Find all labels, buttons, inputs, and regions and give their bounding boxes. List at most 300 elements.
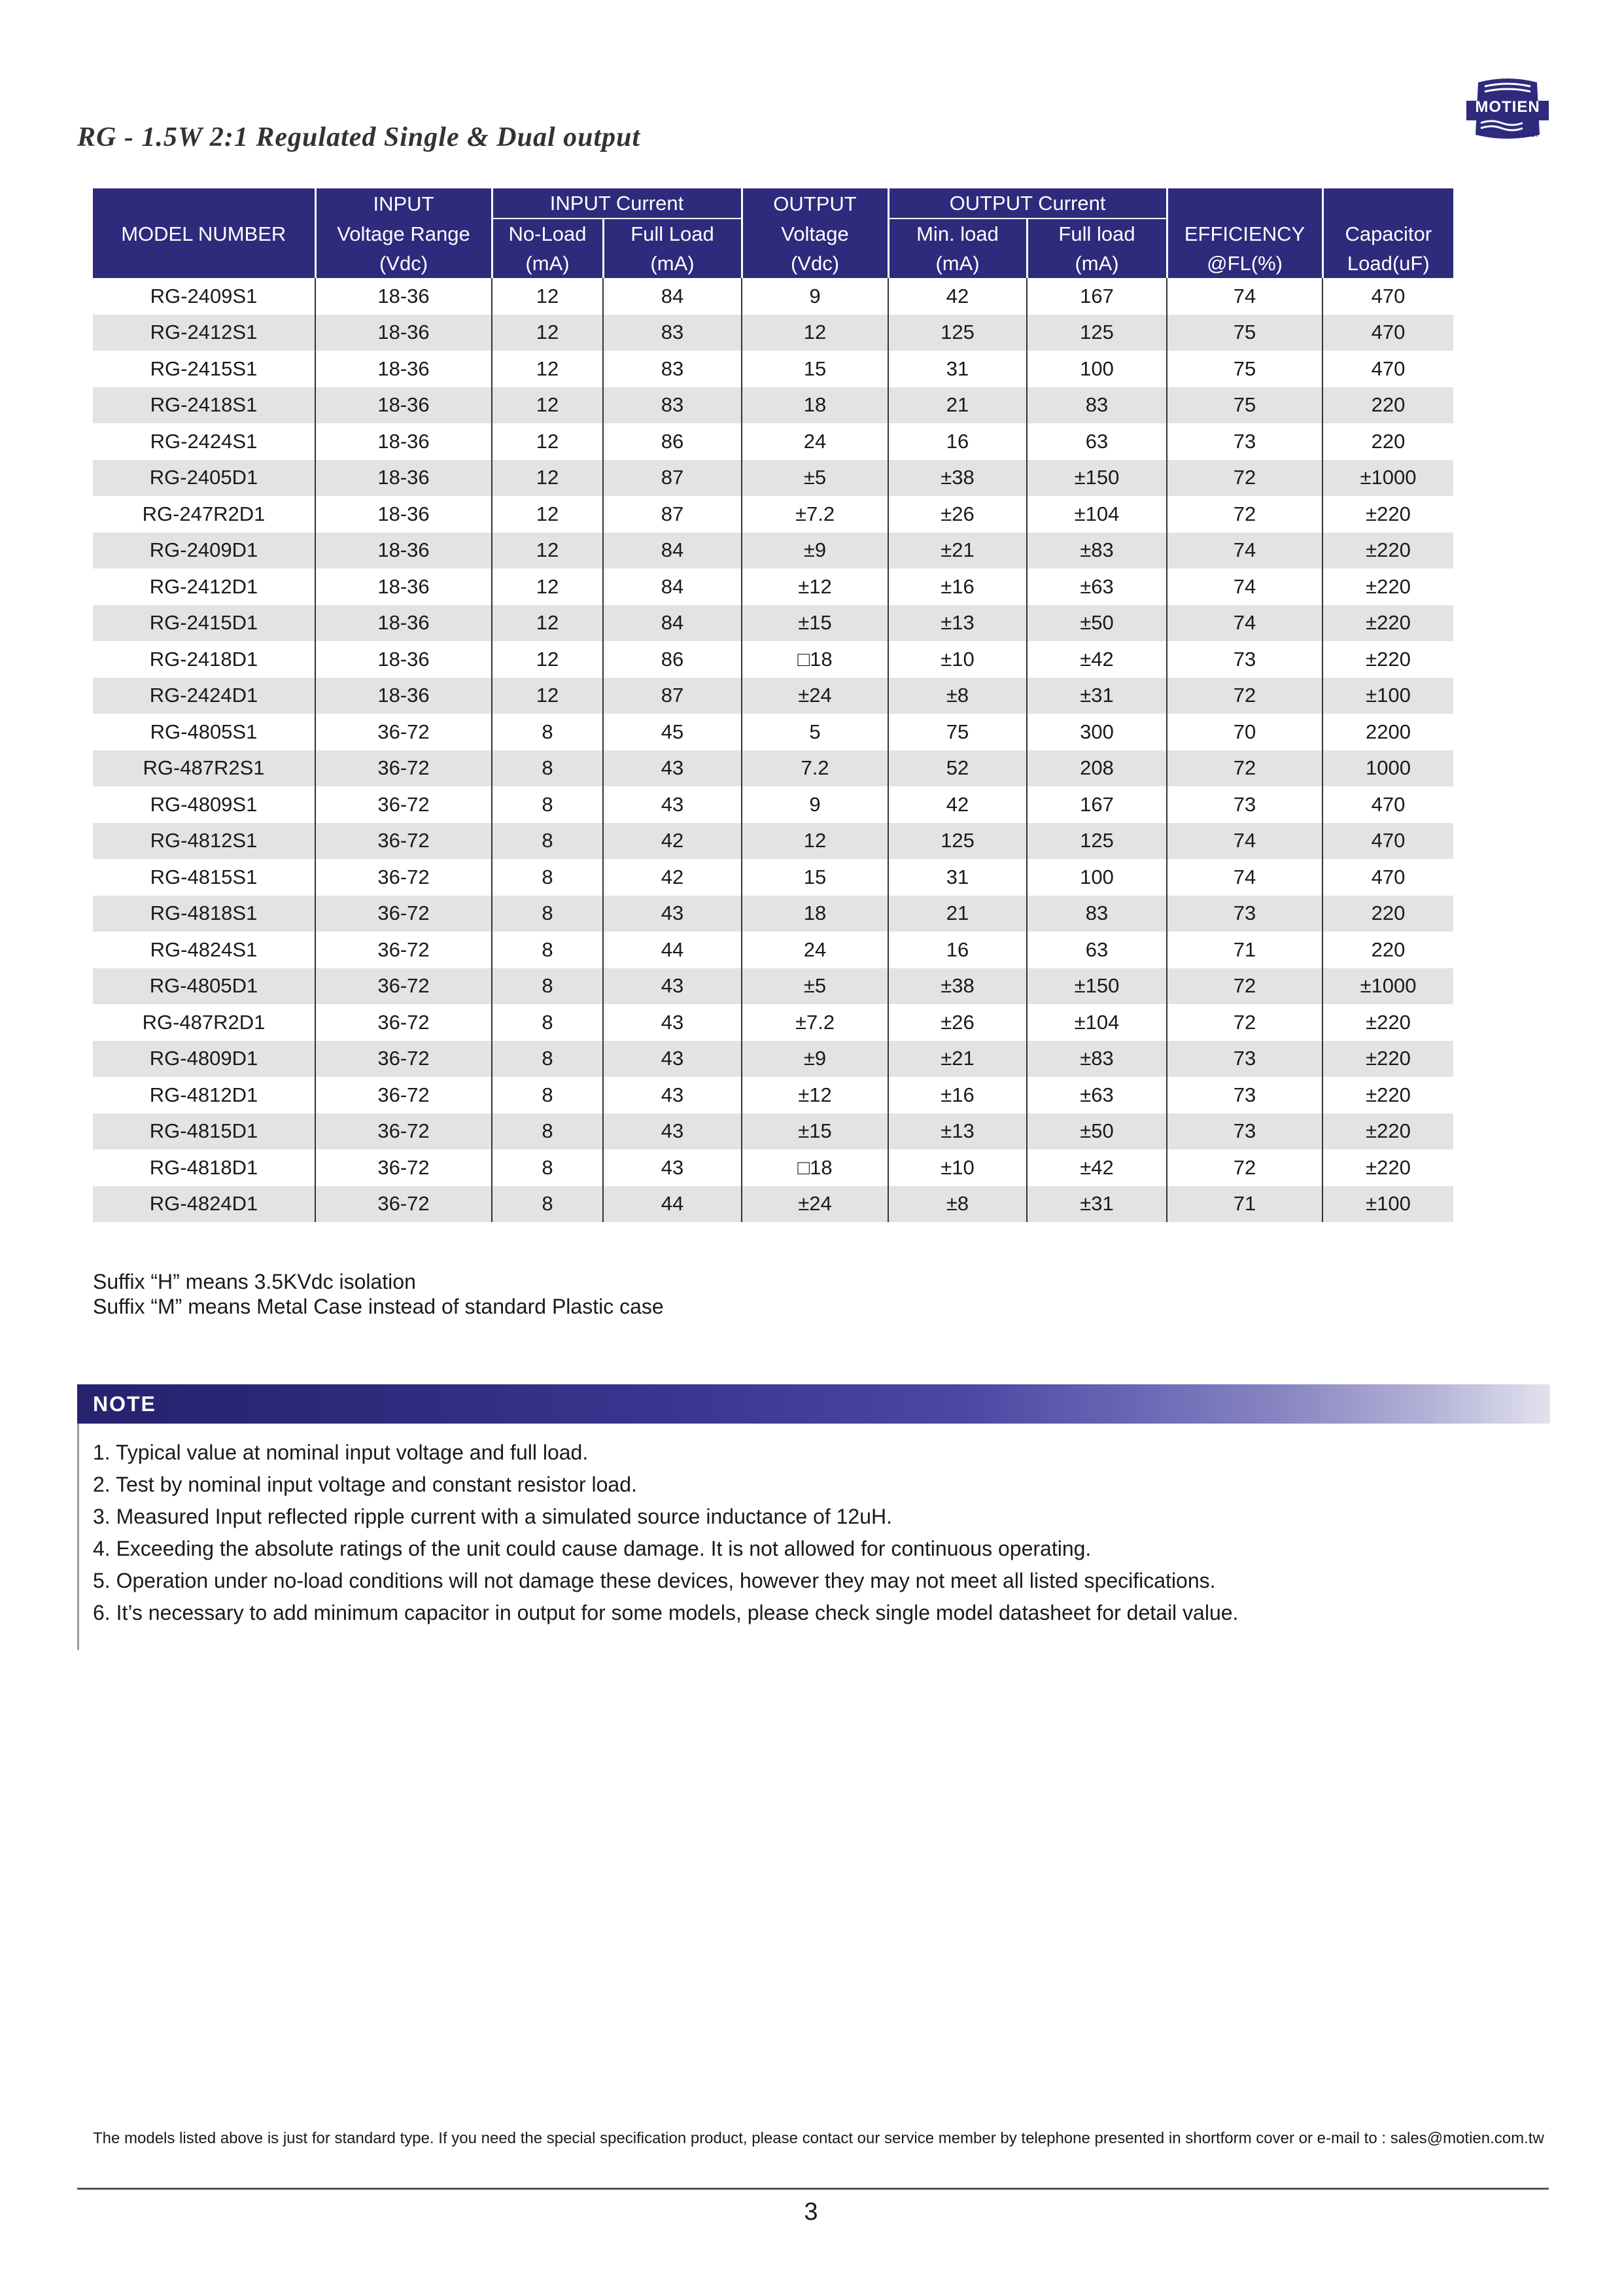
page-number: 3	[804, 2198, 818, 2226]
min-load-cell: ±26	[888, 1004, 1027, 1041]
full-load-cell: 87	[603, 678, 742, 714]
note-label: NOTE	[93, 1392, 156, 1416]
output-voltage-cell: 15	[742, 351, 888, 387]
full-load-out-cell: 125	[1027, 823, 1167, 860]
output-voltage-cell: □18	[742, 641, 888, 678]
efficiency-cell: 73	[1167, 786, 1322, 823]
output-voltage-cell: ±15	[742, 605, 888, 642]
min-load-cell: ±21	[888, 1041, 1027, 1077]
full-load-out-cell: 100	[1027, 859, 1167, 896]
capacitor-cell: 470	[1322, 315, 1453, 351]
min-load-cell: ±38	[888, 460, 1027, 497]
footer-text: The models listed above is just for standard type. If you need the special specification product, please contact our service member by telephone presented in shortform cover or e-mail to : sales@motien.com.tw	[93, 2129, 1544, 2147]
min-load-cell: 75	[888, 714, 1027, 750]
no-load-cell: 8	[492, 823, 603, 860]
voltage-range-cell: 18-36	[315, 315, 492, 351]
full-load-out-cell: ±42	[1027, 1149, 1167, 1186]
header-capacitor: Capacitor	[1322, 219, 1453, 249]
min-load-cell: ±13	[888, 1113, 1027, 1150]
min-load-cell: ±21	[888, 533, 1027, 569]
full-load-cell: 87	[603, 496, 742, 533]
voltage-range-cell: 18-36	[315, 678, 492, 714]
table-row	[93, 1186, 1453, 1223]
header-model-number: MODEL NUMBER	[93, 219, 315, 249]
header-input: INPUT	[315, 188, 492, 219]
model-cell: RG-2412D1	[93, 569, 315, 605]
model-cell: RG-4815D1	[93, 1113, 315, 1150]
efficiency-cell: 72	[1167, 460, 1322, 497]
efficiency-cell: 75	[1167, 315, 1322, 351]
efficiency-cell: 72	[1167, 678, 1322, 714]
capacitor-cell: ±220	[1322, 1149, 1453, 1186]
full-load-cell: 42	[603, 859, 742, 896]
full-load-cell: 43	[603, 1149, 742, 1186]
capacitor-cell: 470	[1322, 859, 1453, 896]
model-cell: RG-487R2S1	[93, 750, 315, 787]
full-load-cell: 42	[603, 823, 742, 860]
voltage-range-cell: 36-72	[315, 714, 492, 750]
model-cell: RG-4805D1	[93, 968, 315, 1005]
output-voltage-cell: 12	[742, 823, 888, 860]
model-cell: RG-2424D1	[93, 678, 315, 714]
efficiency-cell: 70	[1167, 714, 1322, 750]
model-cell: RG-4824D1	[93, 1186, 315, 1223]
full-load-cell: 44	[603, 1186, 742, 1223]
no-load-cell: 12	[492, 351, 603, 387]
no-load-cell: 12	[492, 641, 603, 678]
no-load-cell: 12	[492, 278, 603, 315]
model-cell: RG-4824S1	[93, 932, 315, 968]
full-load-out-cell: ±104	[1027, 496, 1167, 533]
header-unit-ma: (mA)	[492, 249, 603, 278]
suffix-note-h: Suffix “H” means 3.5KVdc isolation	[93, 1270, 416, 1293]
no-load-cell: 8	[492, 1149, 603, 1186]
output-voltage-cell: 9	[742, 278, 888, 315]
header-no-load: No-Load	[492, 219, 603, 249]
header-voltage-range: Voltage Range	[315, 219, 492, 249]
efficiency-cell: 72	[1167, 1004, 1322, 1041]
model-cell: RG-2424S1	[93, 423, 315, 460]
output-voltage-cell: 12	[742, 315, 888, 351]
full-load-out-cell: ±42	[1027, 641, 1167, 678]
table-header-row	[93, 249, 1453, 278]
note-item: 4. Exceeding the absolute ratings of the unit could cause damage. It is not allowed for continuous operating.	[93, 1537, 1092, 1560]
min-load-cell: 125	[888, 823, 1027, 860]
header-unit-capacitor: Load(uF)	[1322, 249, 1453, 278]
table-row	[93, 823, 1453, 860]
table-row	[93, 1004, 1453, 1041]
min-load-cell: 16	[888, 423, 1027, 460]
table-header-row	[93, 219, 1453, 249]
no-load-cell: 12	[492, 678, 603, 714]
voltage-range-cell: 36-72	[315, 1077, 492, 1113]
min-load-cell: 42	[888, 786, 1027, 823]
output-voltage-cell: ±7.2	[742, 1004, 888, 1041]
page-title: RG - 1.5W 2:1 Regulated Single & Dual output	[77, 122, 641, 152]
efficiency-cell: 74	[1167, 533, 1322, 569]
note-item: 6. It’s necessary to add minimum capacitor in output for some models, please check single model datasheet for detail value.	[93, 1601, 1239, 1624]
capacitor-cell: 470	[1322, 351, 1453, 387]
model-cell: RG-2409D1	[93, 533, 315, 569]
output-voltage-cell: ±5	[742, 460, 888, 497]
output-voltage-cell: ±5	[742, 968, 888, 1005]
capacitor-cell: ±220	[1322, 605, 1453, 642]
note-list	[93, 1437, 1545, 1629]
output-voltage-cell: ±12	[742, 1077, 888, 1113]
capacitor-cell: 470	[1322, 278, 1453, 315]
min-load-cell: 125	[888, 315, 1027, 351]
full-load-out-cell: 125	[1027, 315, 1167, 351]
model-cell: RG-2409S1	[93, 278, 315, 315]
capacitor-cell: 220	[1322, 896, 1453, 932]
efficiency-cell: 72	[1167, 750, 1322, 787]
full-load-cell: 86	[603, 423, 742, 460]
efficiency-cell: 75	[1167, 387, 1322, 424]
model-cell: RG-4812D1	[93, 1077, 315, 1113]
model-cell: RG-4805S1	[93, 714, 315, 750]
capacitor-cell: 1000	[1322, 750, 1453, 787]
full-load-out-cell: ±31	[1027, 678, 1167, 714]
min-load-cell: 21	[888, 896, 1027, 932]
full-load-cell: 43	[603, 1113, 742, 1150]
capacitor-cell: ±220	[1322, 1113, 1453, 1150]
table-row	[93, 315, 1453, 351]
full-load-out-cell: 63	[1027, 932, 1167, 968]
min-load-cell: 42	[888, 278, 1027, 315]
motien-logo	[1465, 77, 1550, 149]
efficiency-cell: 71	[1167, 932, 1322, 968]
output-voltage-cell: ±7.2	[742, 496, 888, 533]
no-load-cell: 8	[492, 932, 603, 968]
table-row	[93, 351, 1453, 387]
voltage-range-cell: 18-36	[315, 460, 492, 497]
full-load-cell: 83	[603, 351, 742, 387]
full-load-cell: 84	[603, 533, 742, 569]
header-efficiency: EFFICIENCY	[1167, 219, 1322, 249]
full-load-out-cell: ±63	[1027, 1077, 1167, 1113]
output-voltage-cell: 9	[742, 786, 888, 823]
table-row	[93, 932, 1453, 968]
full-load-cell: 43	[603, 1077, 742, 1113]
min-load-cell: ±26	[888, 496, 1027, 533]
table-row	[93, 786, 1453, 823]
model-cell: RG-2415D1	[93, 605, 315, 642]
note-divider	[77, 1424, 79, 1650]
output-voltage-cell: □18	[742, 1149, 888, 1186]
output-voltage-cell: 24	[742, 932, 888, 968]
full-load-out-cell: ±83	[1027, 1041, 1167, 1077]
note-item: 3. Measured Input reflected ripple current with a simulated source inductance of 12uH.	[93, 1505, 892, 1528]
output-voltage-cell: 15	[742, 859, 888, 896]
voltage-range-cell: 18-36	[315, 569, 492, 605]
voltage-range-cell: 36-72	[315, 1186, 492, 1223]
full-load-out-cell: 167	[1027, 786, 1167, 823]
header-blank-model-unit	[93, 249, 315, 278]
full-load-cell: 44	[603, 932, 742, 968]
output-voltage-cell: ±9	[742, 1041, 888, 1077]
voltage-range-cell: 18-36	[315, 496, 492, 533]
note-item: 1. Typical value at nominal input voltage and full load.	[93, 1441, 589, 1464]
table-row	[93, 278, 1453, 315]
full-load-out-cell: ±50	[1027, 1113, 1167, 1150]
logo-subtext: TECHNOLOGY	[1502, 132, 1539, 138]
min-load-cell: ±16	[888, 1077, 1027, 1113]
min-load-cell: ±10	[888, 1149, 1027, 1186]
table-row	[93, 1113, 1453, 1150]
model-cell: RG-4812S1	[93, 823, 315, 860]
capacitor-cell: ±220	[1322, 1041, 1453, 1077]
model-cell: RG-2418S1	[93, 387, 315, 424]
table-row	[93, 896, 1453, 932]
model-cell: RG-4815S1	[93, 859, 315, 896]
min-load-cell: 31	[888, 859, 1027, 896]
note-item: 2. Test by nominal input voltage and constant resistor load.	[93, 1473, 637, 1496]
header-blank-eff	[1167, 188, 1322, 219]
voltage-range-cell: 18-36	[315, 533, 492, 569]
capacitor-cell: ±220	[1322, 1077, 1453, 1113]
no-load-cell: 12	[492, 533, 603, 569]
no-load-cell: 8	[492, 1113, 603, 1150]
output-voltage-cell: ±9	[742, 533, 888, 569]
full-load-cell: 84	[603, 569, 742, 605]
no-load-cell: 12	[492, 387, 603, 424]
full-load-cell: 43	[603, 1041, 742, 1077]
note-header-bar	[77, 1384, 1550, 1424]
no-load-cell: 8	[492, 714, 603, 750]
no-load-cell: 12	[492, 423, 603, 460]
model-cell: RG-487R2D1	[93, 1004, 315, 1041]
header-output-current: OUTPUT Current	[888, 188, 1167, 219]
no-load-cell: 12	[492, 460, 603, 497]
header-output: OUTPUT	[742, 188, 888, 219]
capacitor-cell: ±220	[1322, 569, 1453, 605]
header-unit-efficiency: @FL(%)	[1167, 249, 1322, 278]
output-voltage-cell: ±24	[742, 1186, 888, 1223]
efficiency-cell: 73	[1167, 1041, 1322, 1077]
min-load-cell: ±16	[888, 569, 1027, 605]
min-load-cell: ±38	[888, 968, 1027, 1005]
header-full-load: Full Load	[603, 219, 742, 249]
capacitor-cell: 220	[1322, 387, 1453, 424]
full-load-cell: 83	[603, 315, 742, 351]
header-unit-vdc-out: (Vdc)	[742, 249, 888, 278]
voltage-range-cell: 18-36	[315, 351, 492, 387]
table-row	[93, 569, 1453, 605]
min-load-cell: ±8	[888, 1186, 1027, 1223]
capacitor-cell: ±1000	[1322, 968, 1453, 1005]
table-row	[93, 533, 1453, 569]
specification-table	[93, 188, 1453, 1222]
voltage-range-cell: 18-36	[315, 605, 492, 642]
min-load-cell: ±10	[888, 641, 1027, 678]
full-load-out-cell: 300	[1027, 714, 1167, 750]
output-voltage-cell: 5	[742, 714, 888, 750]
no-load-cell: 12	[492, 605, 603, 642]
voltage-range-cell: 36-72	[315, 1113, 492, 1150]
full-load-cell: 43	[603, 786, 742, 823]
model-cell: RG-2405D1	[93, 460, 315, 497]
voltage-range-cell: 18-36	[315, 278, 492, 315]
table-row	[93, 496, 1453, 533]
no-load-cell: 8	[492, 968, 603, 1005]
full-load-out-cell: ±31	[1027, 1186, 1167, 1223]
full-load-out-cell: ±63	[1027, 569, 1167, 605]
capacitor-cell: ±100	[1322, 678, 1453, 714]
no-load-cell: 8	[492, 1041, 603, 1077]
min-load-cell: 31	[888, 351, 1027, 387]
voltage-range-cell: 36-72	[315, 896, 492, 932]
full-load-cell: 86	[603, 641, 742, 678]
full-load-out-cell: 208	[1027, 750, 1167, 787]
full-load-cell: 43	[603, 750, 742, 787]
efficiency-cell: 73	[1167, 641, 1322, 678]
table-row	[93, 1041, 1453, 1077]
full-load-cell: 87	[603, 460, 742, 497]
header-unit-ma: (mA)	[1027, 249, 1167, 278]
full-load-cell: 83	[603, 387, 742, 424]
capacitor-cell: 470	[1322, 823, 1453, 860]
capacitor-cell: ±1000	[1322, 460, 1453, 497]
min-load-cell: ±13	[888, 605, 1027, 642]
voltage-range-cell: 36-72	[315, 1041, 492, 1077]
model-cell: RG-2418D1	[93, 641, 315, 678]
output-voltage-cell: 24	[742, 423, 888, 460]
capacitor-cell: ±100	[1322, 1186, 1453, 1223]
output-voltage-cell: ±24	[742, 678, 888, 714]
model-cell: RG-4809D1	[93, 1041, 315, 1077]
capacitor-cell: ±220	[1322, 641, 1453, 678]
logo-text: MOTIEN	[1475, 98, 1540, 116]
capacitor-cell: 220	[1322, 423, 1453, 460]
voltage-range-cell: 36-72	[315, 1004, 492, 1041]
full-load-out-cell: ±83	[1027, 533, 1167, 569]
table-row	[93, 714, 1453, 750]
no-load-cell: 8	[492, 859, 603, 896]
model-cell: RG-4809S1	[93, 786, 315, 823]
capacitor-cell: 2200	[1322, 714, 1453, 750]
no-load-cell: 8	[492, 1004, 603, 1041]
efficiency-cell: 74	[1167, 823, 1322, 860]
efficiency-cell: 72	[1167, 968, 1322, 1005]
full-load-out-cell: ±150	[1027, 968, 1167, 1005]
full-load-out-cell: 167	[1027, 278, 1167, 315]
header-min-load: Min. load	[888, 219, 1027, 249]
model-cell: RG-2412S1	[93, 315, 315, 351]
no-load-cell: 8	[492, 1077, 603, 1113]
voltage-range-cell: 36-72	[315, 932, 492, 968]
full-load-cell: 43	[603, 896, 742, 932]
model-cell: RG-247R2D1	[93, 496, 315, 533]
table-row	[93, 387, 1453, 424]
full-load-out-cell: 100	[1027, 351, 1167, 387]
full-load-out-cell: ±150	[1027, 460, 1167, 497]
efficiency-cell: 74	[1167, 859, 1322, 896]
no-load-cell: 12	[492, 569, 603, 605]
voltage-range-cell: 36-72	[315, 786, 492, 823]
capacitor-cell: ±220	[1322, 533, 1453, 569]
full-load-cell: 45	[603, 714, 742, 750]
full-load-out-cell: 83	[1027, 387, 1167, 424]
header-unit-ma: (mA)	[888, 249, 1027, 278]
efficiency-cell: 72	[1167, 496, 1322, 533]
no-load-cell: 8	[492, 750, 603, 787]
table-row	[93, 423, 1453, 460]
model-cell: RG-2415S1	[93, 351, 315, 387]
table-row	[93, 1077, 1453, 1113]
efficiency-cell: 71	[1167, 1186, 1322, 1223]
suffix-note-m: Suffix “M” means Metal Case instead of standard Plastic case	[93, 1295, 664, 1318]
voltage-range-cell: 36-72	[315, 859, 492, 896]
table-row	[93, 641, 1453, 678]
header-input-current: INPUT Current	[492, 188, 742, 219]
no-load-cell: 8	[492, 896, 603, 932]
efficiency-cell: 72	[1167, 1149, 1322, 1186]
model-cell: RG-4818S1	[93, 896, 315, 932]
efficiency-cell: 74	[1167, 605, 1322, 642]
efficiency-cell: 74	[1167, 278, 1322, 315]
table-body	[93, 278, 1453, 1222]
no-load-cell: 8	[492, 786, 603, 823]
full-load-out-cell: 63	[1027, 423, 1167, 460]
suffix-notes	[93, 1269, 664, 1319]
header-voltage: Voltage	[742, 219, 888, 249]
footer-divider	[77, 2188, 1549, 2190]
output-voltage-cell: ±12	[742, 569, 888, 605]
min-load-cell: ±8	[888, 678, 1027, 714]
output-voltage-cell: ±15	[742, 1113, 888, 1150]
voltage-range-cell: 18-36	[315, 387, 492, 424]
capacitor-cell: 220	[1322, 932, 1453, 968]
voltage-range-cell: 18-36	[315, 641, 492, 678]
header-unit-vdc: (Vdc)	[315, 249, 492, 278]
efficiency-cell: 73	[1167, 423, 1322, 460]
table-row	[93, 859, 1453, 896]
table-row	[93, 750, 1453, 787]
no-load-cell: 12	[492, 315, 603, 351]
efficiency-cell: 75	[1167, 351, 1322, 387]
table-row	[93, 1149, 1453, 1186]
table-row	[93, 460, 1453, 497]
full-load-cell: 84	[603, 278, 742, 315]
efficiency-cell: 73	[1167, 896, 1322, 932]
no-load-cell: 12	[492, 496, 603, 533]
model-cell: RG-4818D1	[93, 1149, 315, 1186]
table-row	[93, 605, 1453, 642]
header-full-load-out: Full load	[1027, 219, 1167, 249]
output-voltage-cell: 18	[742, 387, 888, 424]
efficiency-cell: 73	[1167, 1113, 1322, 1150]
efficiency-cell: 73	[1167, 1077, 1322, 1113]
efficiency-cell: 74	[1167, 569, 1322, 605]
min-load-cell: 16	[888, 932, 1027, 968]
table-header-row	[93, 188, 1453, 219]
capacitor-cell: ±220	[1322, 1004, 1453, 1041]
header-blank-cap	[1322, 188, 1453, 219]
output-voltage-cell: 18	[742, 896, 888, 932]
table-row	[93, 678, 1453, 714]
min-load-cell: 21	[888, 387, 1027, 424]
header-unit-ma: (mA)	[603, 249, 742, 278]
voltage-range-cell: 18-36	[315, 423, 492, 460]
full-load-cell: 43	[603, 1004, 742, 1041]
table-row	[93, 968, 1453, 1005]
no-load-cell: 8	[492, 1186, 603, 1223]
full-load-out-cell: ±50	[1027, 605, 1167, 642]
capacitor-cell: 470	[1322, 786, 1453, 823]
voltage-range-cell: 36-72	[315, 968, 492, 1005]
full-load-cell: 43	[603, 968, 742, 1005]
full-load-cell: 84	[603, 605, 742, 642]
